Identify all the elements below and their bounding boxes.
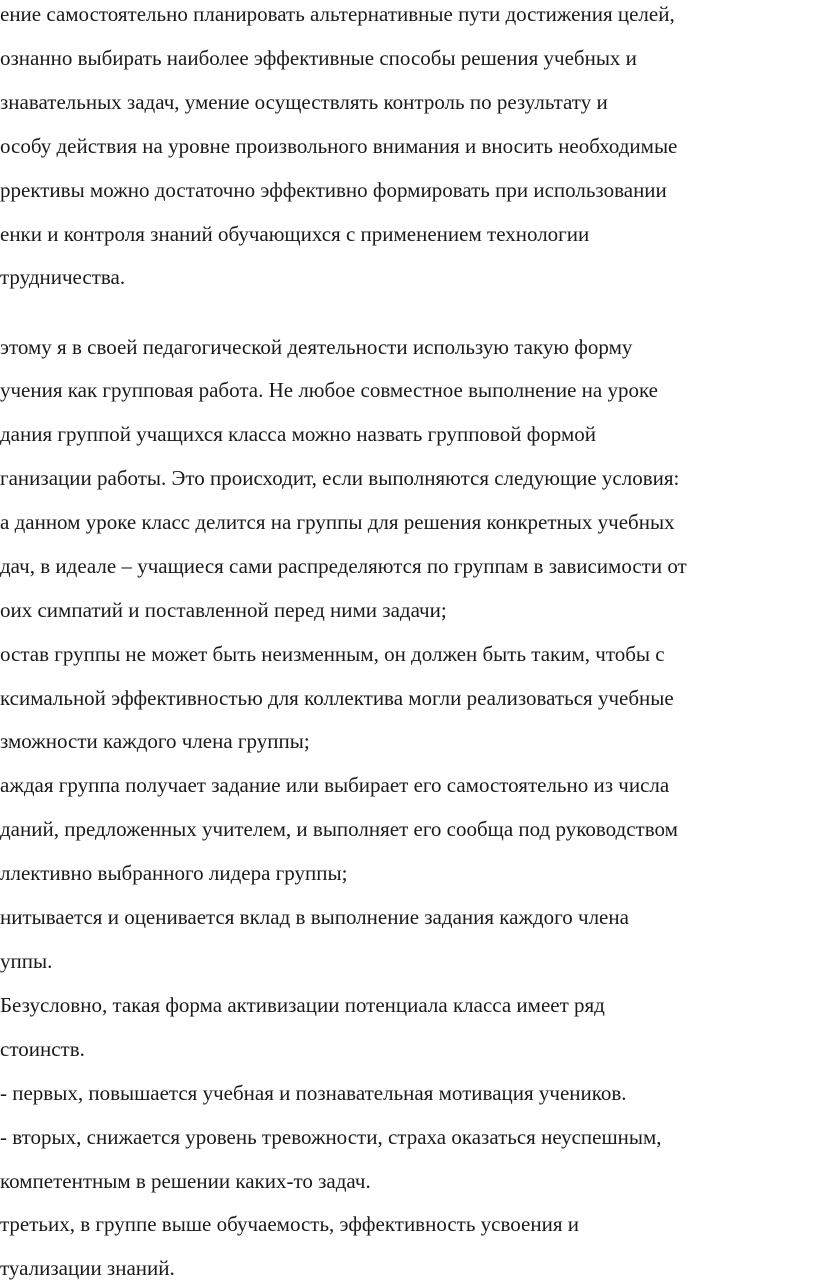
text-line: дач, в идеале – учащиеся сами распределяются по группам в зависимости от [0, 554, 687, 578]
text-line: а данном уроке класс делится на группы для решения конкретных учебных [0, 510, 675, 534]
text-line: туализации знаний. [0, 1256, 175, 1280]
text-line: ознанно выбирать наиболее эффективные способы решения учебных и [0, 46, 637, 70]
text-line: особу действия на уровне произвольного внимания и вносить необходимые [0, 134, 678, 158]
text-line: - первых, повышается учебная и познавательная мотивация учеников. [0, 1081, 627, 1105]
text-line: енки и контроля знаний обучающихся с применением технологии [0, 222, 590, 246]
text-line: этому я в своей педагогической деятельности использую такую форму [0, 335, 633, 359]
text-line: даний, предложенных учителем, и выполняет его сообща под руководством [0, 817, 678, 841]
text-line: ллективно выбранного лидера группы; [0, 861, 348, 885]
text-line: аждая группа получает задание или выбирает его самостоятельно из числа [0, 773, 670, 797]
text-line: оих симпатий и поставленной перед ними задачи; [0, 598, 447, 622]
text-line: учения как групповая работа. Не любое совместное выполнение на уроке [0, 378, 658, 402]
text-line: ксимальной эффективностью для коллектива могли реализоваться учебные [0, 686, 674, 710]
text-line: ганизации работы. Это происходит, если выполняются следующие условия: [0, 466, 680, 490]
text-line: знавательных задач, умение осуществлять контроль по результату и [0, 90, 608, 114]
text-line: Безусловно, такая форма активизации потенциала класса имеет ряд [0, 993, 605, 1017]
text-line: зможности каждого члена группы; [0, 729, 310, 753]
text-line: дания группой учащихся класса можно назвать групповой формой [0, 422, 597, 446]
text-line: ение самостоятельно планировать альтернативные пути достижения целей, [0, 2, 675, 26]
text-line: компетентным в решении каких-то задач. [0, 1169, 371, 1193]
text-line: третьих, в группе выше обучаемость, эффективность усвоения и [0, 1212, 579, 1236]
text-line: уппы. [0, 949, 53, 973]
text-line: нитывается и оценивается вклад в выполнение задания каждого члена [0, 905, 629, 929]
text-line: стоинств. [0, 1037, 85, 1061]
text-line: трудничества. [0, 265, 126, 289]
text-line: - вторых, снижается уровень тревожности, страха оказаться неуспешным, [0, 1125, 662, 1149]
text-line: остав группы не может быть неизменным, он должен быть таким, чтобы с [0, 642, 665, 666]
text-line: ррективы можно достаточно эффективно формировать при использовании [0, 178, 667, 202]
